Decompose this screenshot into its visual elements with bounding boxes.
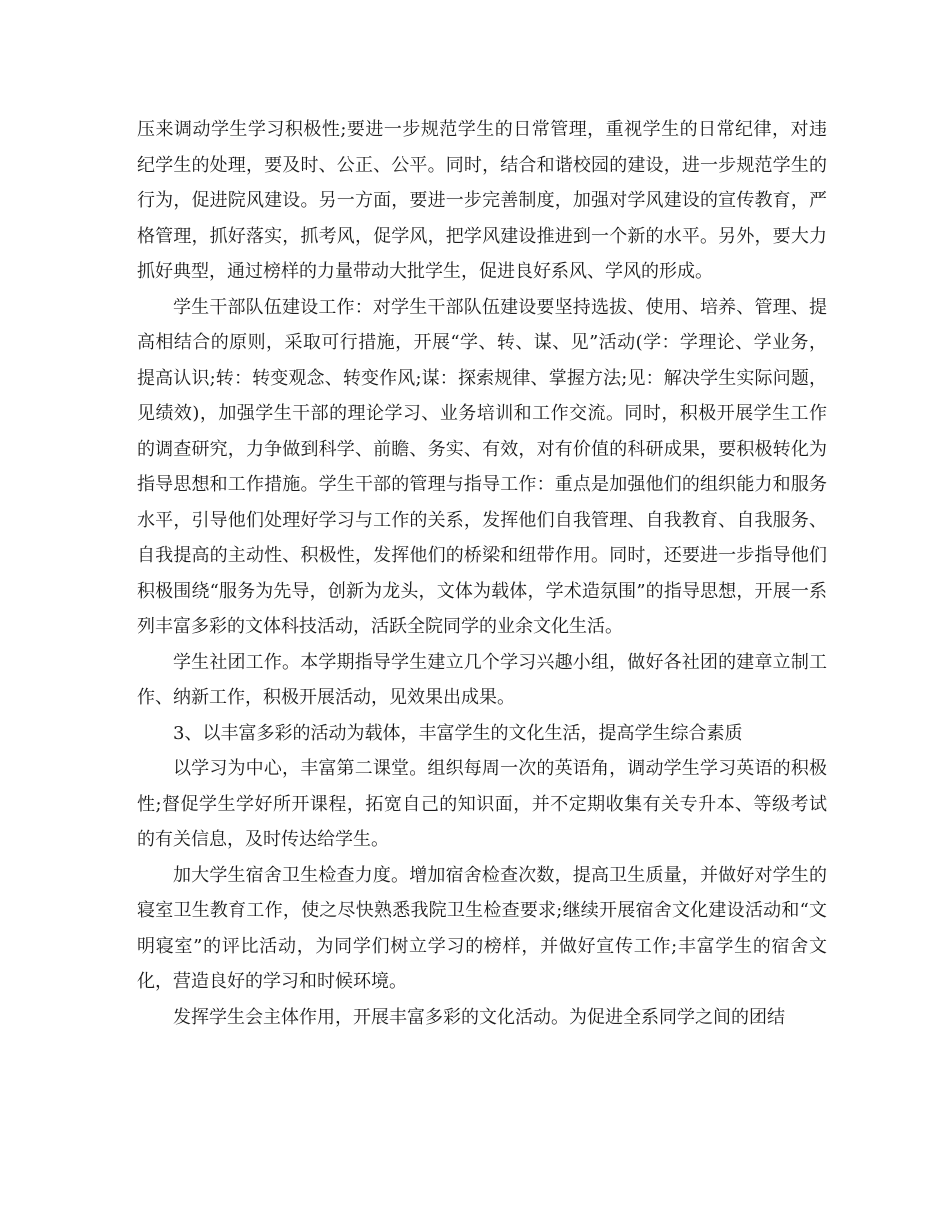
paragraph-dormitory-hygiene: 加大学生宿舍卫生检查力度。增加宿舍检查次数，提高卫生质量，并做好对学生的寝室卫生教育工作，使之尽快熟悉我院卫生检查要求;继续开展宿舍文化建设活动和“文明寝室”的评比活动，为同学们树立学习的榜样，并做好宣传工作;丰富学生的宿舍文化，营造良好的学习和时候环境。 <box>137 864 827 992</box>
section-heading-activities: 3、以丰富多彩的活动为载体，丰富学生的文化生活，提高学生综合素质 <box>173 722 743 744</box>
paragraph-student-clubs: 学生社团工作。本学期指导学生建立几个学习兴趣小组，做好各社团的建章立制工作、纳新工作，积极开展活动，见效果出成果。 <box>137 651 827 708</box>
document-body <box>137 112 827 1035</box>
paragraph-student-cadres: 学生干部队伍建设工作：对学生干部队伍建设要坚持选拔、使用、培养、管理、提高相结合的原则，采取可行措施，开展“学、转、谋、见”活动(学：学理论、学业务，提高认识;转：转变观念、转变作风;谋：探索规律、掌握方法;见：解决学生实际问题，见绩效)，加强学生干部的理论学习、业务培训和工作交流。同时，积极开展学生工作的调查研究，力争做到科学、前瞻、务实、有效，对有价值的科研成果，要积极转化为指导思想和工作措施。学生干部的管理与指导工作：重点是加强他们的组织能力和服务水平，引导他们处理好学习与工作的关系，发挥他们自我管理、自我教育、自我服务、自我提高的主动性、积极性，发挥他们的桥梁和纽带作用。同时，还要进一步指导他们积极围绕“服务为先导，创新为龙头，文体为载体，学术造氛围”的指导思想，开展一系列丰富多彩的文体科技活动，活跃全院同学的业余文化生活。 <box>137 296 827 637</box>
paragraph-second-classroom: 以学习为中心，丰富第二课堂。组织每周一次的英语角，调动学生学习英语的积极性;督促学生学好所开课程，拓宽自己的知识面，并不定期收集有关专升本、等级考试的有关信息，及时传达给学生。 <box>137 758 827 850</box>
paragraph-study-discipline: 压来调动学生学习积极性;要进一步规范学生的日常管理，重视学生的日常纪律，对违纪学生的处理，要及时、公正、公平。同时，结合和谐校园的建设，进一步规范学生的行为，促进院风建设。另一方面，要进一步完善制度，加强对学风建设的宣传教育，严格管理，抓好落实，抓考风，促学风，把学风建设推进到一个新的水平。另外，要大力抓好典型，通过榜样的力量带动大批学生，促进良好系风、学风的形成。 <box>137 119 827 282</box>
paragraph-student-union: 发挥学生会主体作用，开展丰富多彩的文化活动。为促进全系同学之间的团结 <box>173 1006 785 1028</box>
